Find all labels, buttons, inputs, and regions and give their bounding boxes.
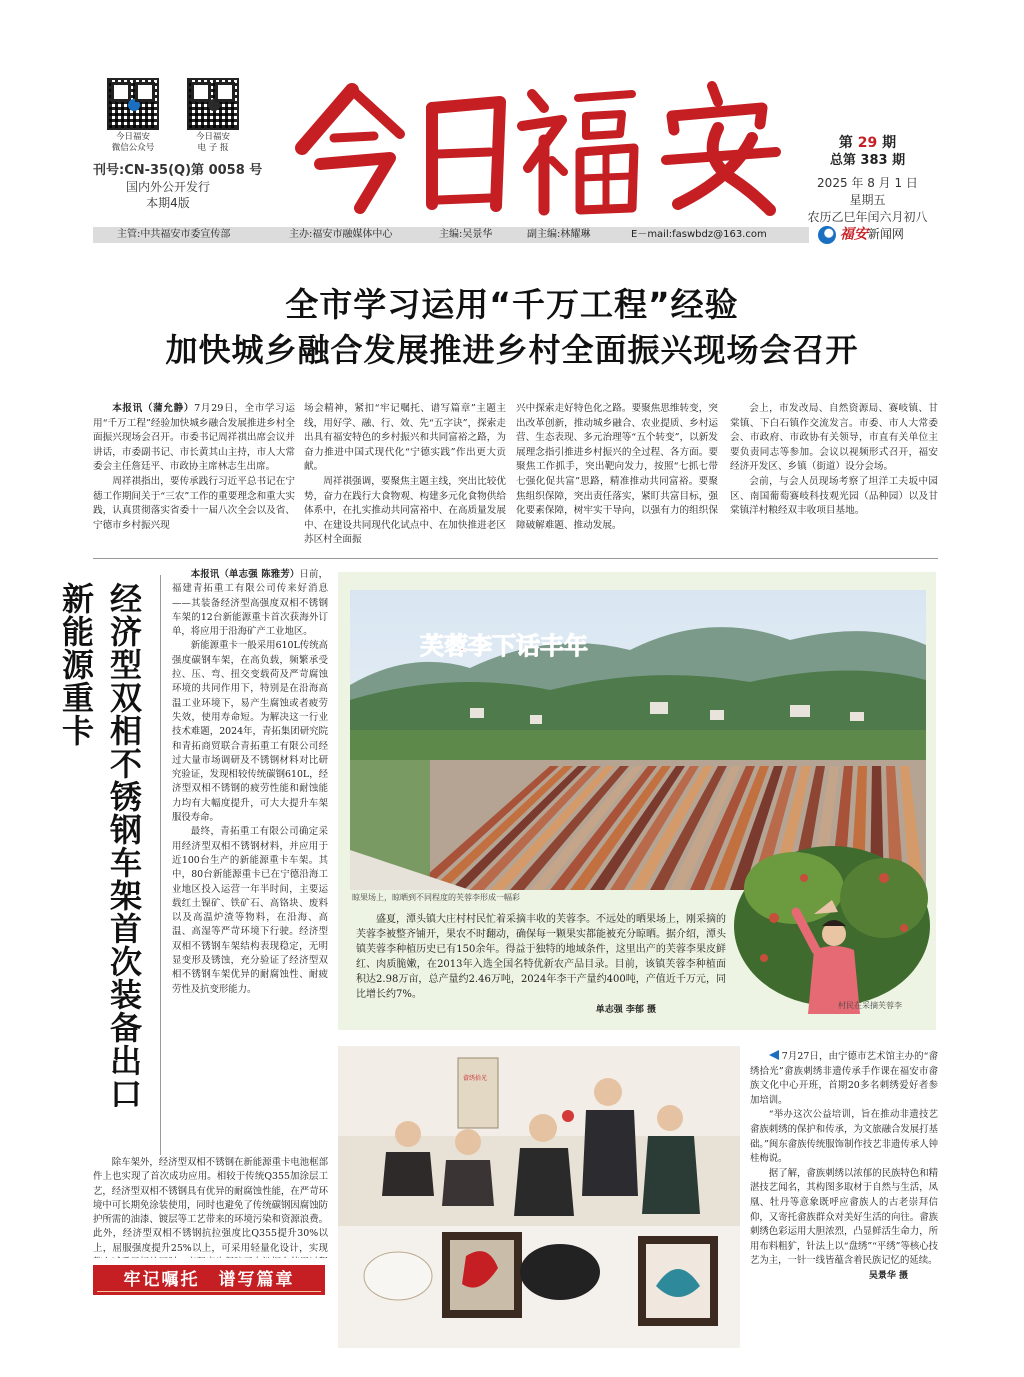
total-issue: 总第 383 期 <box>829 153 906 168</box>
section-divider <box>93 558 938 559</box>
brand-swirl-icon <box>818 226 836 244</box>
feature-credit: 单志强 李郁 摄 <box>595 1005 656 1015</box>
logo-text: 今日福安 <box>282 68 286 69</box>
issue-date: 2025 年 8 月 1 日 <box>817 176 918 190</box>
staff-info-bar <box>93 227 809 243</box>
portrait-caption: 村民在采摘芙蓉李 <box>838 1001 902 1010</box>
feature-title: 芙蓉李下话丰年 <box>420 631 588 660</box>
left-article-body-top: 本报讯（单志强 陈雅芳）日前，福建青拓重工有限公司传来好消息——其装备经济型高强度双相不锈钢车架的12台新能源重卡首次获海外订单，将应用于沿海矿产工业地区。 新能源重卡一般采用610L传统高强度碳钢车架，在高负载，频繁承受拉、压、弯、扭交变载荷及严苛腐蚀环境的共同作用下，特别是在沿海高温工业环境下，易产生腐蚀或者疲劳失效，使用寿命短。为解决这一行业技术难题，2024年，青拓集团研究院和青拓商贸联合青拓重工有限公司经过大量市场调研及不锈钢材料对比研究验证，发现相较传统碳钢610L，经济型双相不锈钢的疲劳性能和耐蚀能力均有大幅度提升，可大大提升车架服役寿命。 最终，青拓重工有限公司确定采用经济型双相不锈钢材料，并应用于近100台生产的新能源重卡车架。其中，80台新能源重卡已在宁德沿海工业地区投入运营一年半时间，主要运载红土镍矿、铁矿石、高铬块、废料以及高温炉渣等物料，在沿海、高温、高湿等严苛环境下行驶。经济型双相不锈钢车架结构表现稳定，无明显变形及锈蚀，充分验证了经济型双相不锈钢车架优异的耐腐蚀性、耐疲劳性及抗变形能力。 <box>172 569 328 995</box>
feature-photo-block <box>338 572 936 1030</box>
newspaper-logo <box>282 68 782 218</box>
title-divider <box>160 575 161 1155</box>
lead-article-col-1: 本报讯（蒲允静）7月29日，全市学习运用“千万工程”经验加快城乡融合发展推进乡村全面振兴现场会召开。市委书记周祥祺出席会议并讲话，市委副书记、市长黄其山主持，市人大常委会主任詹廷平、市政协主席林志生出席。 周祥祺指出，要传承践行习近平总书记在宁德工作期间关于“三农”工作的重要理念和重大实践，认真贯彻落实省委十一届八次全会以及省、宁德市乡村振兴现 <box>93 403 295 531</box>
slogan-banner: 牢记嘱托 谱写篇章 <box>93 1265 325 1295</box>
plum-picking-portrait-photo[interactable] <box>734 838 930 1014</box>
left-article-title: 经济型双相不锈钢车架首次装备出口新能源重卡 <box>57 582 143 1110</box>
lead-article-col-4: 会上，市发改局、自然资源局、赛岐镇、甘棠镇、下白石镇作交流发言。市委、市人大常委会、市政府、市政协有关领导，市直有关单位主要负责同志等参加。会议以视频形式召开，福安经济开发区、乡镇（街道）设分会场。 会前，与会人员现场考察了坦洋工夫坂中园区、南国葡萄赛岐科技观光园（品种园）以及甘棠镇洋村粮经双丰收项目基地。 <box>730 403 938 517</box>
embroidery-class-photo[interactable] <box>338 1046 740 1348</box>
page-count: 本期4版 <box>146 196 190 210</box>
embroidery-sign: 畲绣拾光 <box>463 1075 488 1082</box>
news-site-brand[interactable]: 福安新闻网 <box>818 224 938 244</box>
lead-article-col-2: 场会精神，紧扣“牢记嘱托、谱写篇章”主题主线，用好学、融、行、效、先“五字诀”，探索走出具有福安特色的乡村振兴和共同富裕之路，为奋力推进中国式现代化“宁德实践”作出更大贡献。 周祥祺强调，要聚焦主题主线，突出比较优势，奋力在践行大食物观、构建多元化食物供给体系中，在扎实推动共同富裕中、在高质量发展中、在建设共同现代化试点中、在加快推进老区苏区村全面振 <box>304 403 506 546</box>
left-article-body-bottom: 除车架外，经济型双相不锈钢在新能源重卡电池框部件上也实现了首次成功应用。相较于传统Q355加涂层工艺，经济型双相不锈钢具有优异的耐腐蚀性能，在严苛环境中可长期免涂装使用，同时也避免了传统碳钢因腐蚀防护所需的油漆、镀层等工艺带来的环境污染和资源浪费。此外，经济型双相不锈钢抗拉强度比Q355提升30%以上，屈服强度提升25%以上，可采用轻量化设计，实现 <box>93 1157 328 1254</box>
publication-number: 刊号:CN-35(Q)第 0058 号 <box>93 163 263 178</box>
email[interactable]: E－mail:faswbdz@163.com <box>631 229 767 240</box>
issue-info <box>800 135 935 226</box>
deputy-editor: 副主编:林耀琳 <box>527 229 591 240</box>
lead-article-col-3: 兴中探索走好特色化之路。要聚焦思维转变，突出改革创新，推动城乡融合、农业提质、乡村运营、生态表现、多元治理等“五个转变”，以新发展理念指引推进乡村振兴的全过程、各方面。要聚焦工作抓手，突出靶向发力，按照“七抓七带七强化促共富”思路，精准推动共同富裕。要聚焦组织保障，突出责任落实，紧盯共富目标，强化要素保障，树牢实干导向，以强有力的组织保障破解难题、推动发展。 <box>516 403 718 531</box>
distribution-note: 国内外公开发行 <box>125 180 210 194</box>
main-headline <box>60 282 964 372</box>
headline-line-1: 全市学习运用“千万工程”经验 <box>285 285 739 324</box>
chief-editor: 主编:吴景华 <box>439 229 493 240</box>
field-photo-caption: 晾果场上，晾晒到不同程度的芙蓉李形成一幅彩 <box>352 893 520 902</box>
epaper-qr-label: 今日福安 电 子 报 <box>195 132 230 153</box>
publication-info <box>93 163 283 211</box>
issue-number: 第 29 期 <box>838 135 897 151</box>
wechat-qr-label: 今日福安 微信公众号 <box>111 132 155 153</box>
lunar-date: 农历乙巳年闰六月初八 <box>807 210 928 224</box>
headline-line-2: 加快城乡融合发展推进乡村全面振兴现场会召开 <box>165 331 859 369</box>
wechat-qr-code-icon[interactable] <box>107 78 159 130</box>
epaper-qr-code-icon[interactable] <box>187 78 239 130</box>
sponsor: 主管:中共福安市委宣传部 <box>117 229 231 240</box>
embroidery-credit: 吴景华 摄 <box>868 1270 908 1281</box>
issue-weekday: 星期五 <box>849 193 886 207</box>
feature-text: 盛夏，潭头镇大庄村村民忙着采摘丰收的芙蓉李。不远处的晒果场上，刚采摘的芙蓉李被整齐铺开，果农不时翻动，确保每一颗果实都能被充分晾晒。据介绍，潭头镇芙蓉李种植历史已有150余年。得益于独特的地域条件，这里出产的芙蓉李果皮鲜红、肉质脆嫩，在2013年入选全国名特优新农产品目录。目前，该镇芙蓉李种植面积达2.98万亩，总产量约2.46万吨，2024年李干产量约400吨，产值近千万元，同比增长约7%。 单志强 李郁 摄 <box>356 914 726 1015</box>
embroidery-article: 7月27日，由宁德市艺术馆主办的“畲绣拾光”畲族刺绣非遗传承手作课在福安市畲族文化中心开班，首期20多名刺绣爱好者参加培训。 “举办这次公益培训，旨在推动非遗技艺畲族刺绣的保护和传承，为文旅融合发展打基础。”闽东畲族传统服饰制作技艺非遗传承人钟桂梅说。 据了解，畲族刺绣以浓郁的民族特色和精湛技艺闻名，其构图多取材于自然与生活，凤凰、牡丹等意象既呼应畲族人的古老崇拜信仰，又寄托畲族群众对美好生活的向往。畲族刺绣色彩运用大胆浓烈，凸显鲜活生命力，所用布料粗犷，针法上以“盘绣”“平绣”等核心技艺为主，一针一线皆蕴含着民族记忆的延续。 吴景华 摄 <box>750 1051 938 1281</box>
host: 主办:福安市融媒体中心 <box>289 229 393 240</box>
blue-marker-icon <box>769 1050 779 1060</box>
